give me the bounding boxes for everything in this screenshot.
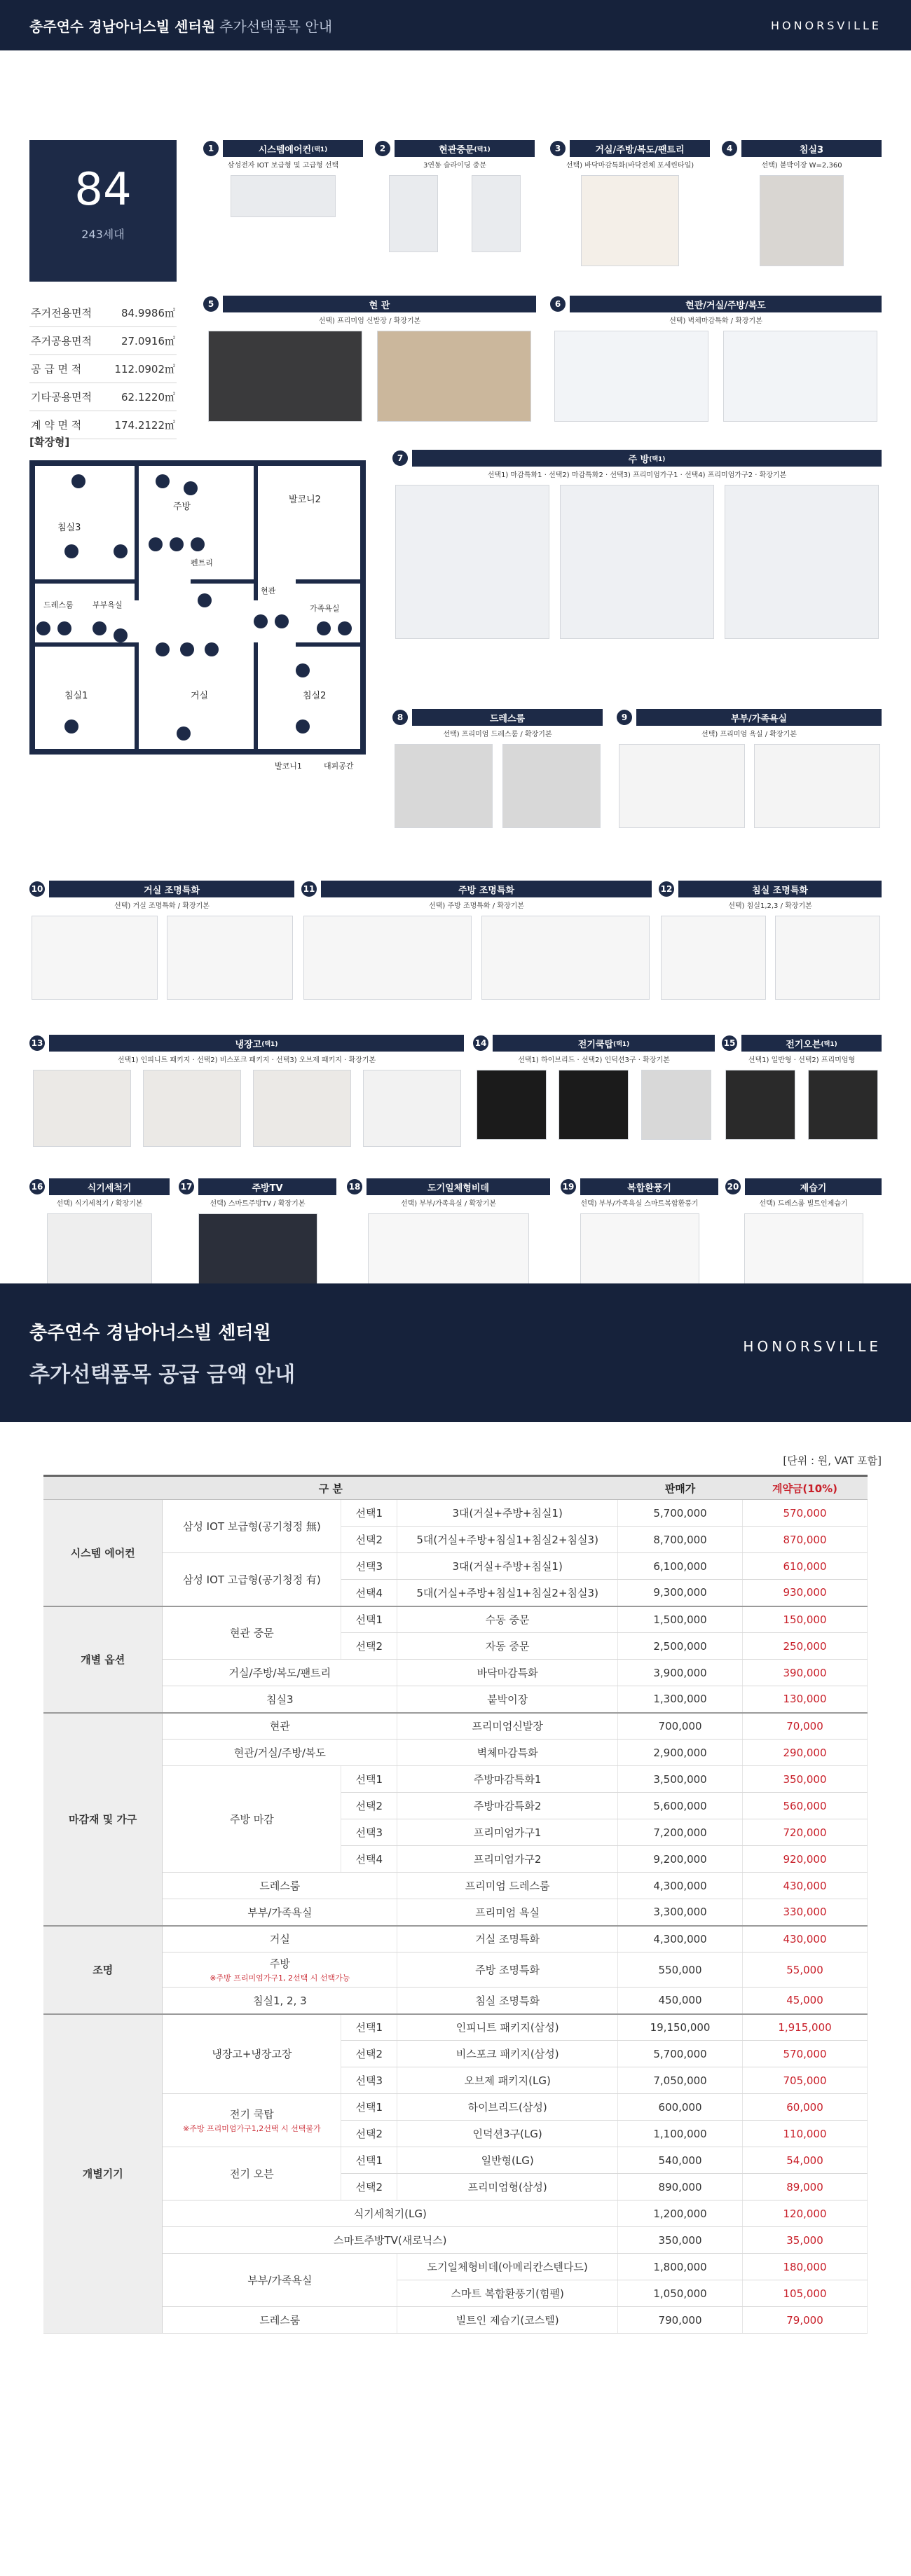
table-row: 드레스룸 빌트인 제습기(코스텔) 790,000 79,000 — [43, 2307, 868, 2334]
aircon-image — [231, 175, 336, 217]
panel-20: 20 제습기 선택) 드레스룸 빌트인제습기 — [725, 1178, 882, 1290]
price-unit: [단위 : 원, VAT 포함] — [783, 1454, 882, 1467]
svg-text:대피공간: 대피공간 — [324, 762, 354, 771]
table-row: 부부/가족욕실 프리미엄 욕실 3,300,000 330,000 — [43, 1899, 868, 1926]
price-table — [43, 1475, 868, 2334]
table-row: 시스템 에어컨 삼성 IOT 보급형(공기청정 無) 선택1 3대(거실+주방+침실1) 5,700,000 570,000 — [43, 1500, 868, 1527]
col-deposit: 계약금(10%) — [743, 1476, 868, 1500]
area-row: 기타공용면적 62.1220㎡ — [29, 383, 177, 411]
plan-room: 침실3 — [57, 523, 81, 533]
table-row: 주방 ※주방 프리미엄가구1, 2선택 시 선택가능 주방 조명특화 550,000 55,000 — [43, 1952, 868, 1988]
panel-16: 16 식기세척기 선택) 식기세척기 / 확장기본 — [29, 1178, 170, 1290]
floor-plan-label: [확장형] — [29, 436, 70, 448]
fridge-image — [363, 1070, 461, 1147]
area-row: 계 약 면 적 174.2122㎡ — [29, 411, 177, 439]
col-category: 구 분 — [43, 1476, 618, 1500]
table-row: 개별 옵션 현관 중문 선택1 수동 중문 1,500,000 150,000 — [43, 1606, 868, 1633]
bathroom-image — [619, 744, 745, 828]
tv-image — [198, 1213, 317, 1290]
panel-10: 10 거실 조명특화 선택) 거실 조명특화 / 확장기본 — [29, 881, 294, 1000]
svg-text:침실1: 침실1 — [64, 691, 88, 701]
oven-image — [808, 1070, 878, 1140]
panel-11: 11 주방 조명특화 선택) 주방 조명특화 / 확장기본 — [301, 881, 652, 1000]
panel-7: 7 주 방 (택1) 선택1) 마감특화1 · 선택2) 마감특화2 · 선택3) 프리미엄가구1 · 선택4) 프리미엄가구2 · 확장기본 — [392, 450, 882, 639]
table-row: 주방 마감 선택1 주방마감특화1 3,500,000 350,000 — [43, 1766, 868, 1793]
lighting-image — [775, 916, 880, 1000]
svg-text:가족욕실: 가족욕실 — [310, 604, 340, 613]
svg-text:발코니1: 발코니1 — [275, 762, 302, 771]
table-row: 침실3 붙박이장 1,300,000 130,000 — [43, 1686, 868, 1713]
panel-12: 12 침실 조명특화 선택) 침실1,2,3 / 확장기본 — [659, 881, 882, 1000]
table-header-row — [43, 1476, 868, 1500]
panel-4: 4 침실3 선택) 붙박이장 W=2,360 — [722, 140, 882, 266]
svg-text:주방: 주방 — [173, 502, 191, 512]
table-row: 선택4 5대(거실+주방+침실1+침실2+침실3) 9,300,000 930,000 — [43, 1580, 868, 1606]
area-row: 공 급 면 적 112.0902㎡ — [29, 355, 177, 383]
price-header — [0, 1283, 911, 1422]
col-price: 판매가 — [618, 1476, 743, 1500]
panel-8: 8 드레스룸 선택) 프리미엄 드레스룸 / 확장기본 — [392, 709, 603, 828]
panel-13: 13 냉장고 (택1) 선택1) 인피니트 패키지 · 선택2) 비스포크 패키지 · 선택3) 오브제 패키지 · 확장기본 — [29, 1035, 464, 1147]
table-row: 마감재 및 가구 현관 프리미엄신발장 700,000 70,000 — [43, 1713, 868, 1740]
panel-9: 9 부부/가족욕실 선택) 프리미엄 욕실 / 확장기본 — [617, 709, 882, 828]
price-header-subtitle: 추가선택품목 공급 금액 안내 — [29, 1363, 296, 1387]
panel-6: 6 현관/거실/주방/복도 선택) 벽체마감특화 / 확장기본 — [550, 296, 882, 422]
panel-18: 18 도기일체형비데 선택) 부부/가족욕실 / 확장기본 — [347, 1178, 550, 1290]
cooktop-image — [641, 1070, 711, 1140]
panel-2: 2 현관중문 (택1) 3연동 슬라이딩 중문 — [375, 140, 535, 252]
svg-text:침실2: 침실2 — [303, 691, 327, 701]
kitchen-image — [395, 485, 549, 639]
kitchen-image — [725, 485, 879, 639]
table-row: 선택2 비스포크 패키지(삼성) 5,700,000 570,000 — [43, 2041, 868, 2067]
table-row: 선택2 자동 중문 2,500,000 250,000 — [43, 1633, 868, 1660]
dishwasher-image — [47, 1213, 152, 1290]
closet-image — [760, 175, 844, 266]
dressroom-image — [395, 744, 493, 828]
table-row: 전기 오븐 선택1 일반형(LG) 540,000 54,000 — [43, 2147, 868, 2174]
table-row: 스마트 복합환풍기(힘펠) 1,050,000 105,000 — [43, 2280, 868, 2307]
price-header-title: 충주연수 경남아너스빌 센터원 — [29, 1323, 271, 1344]
panel-14: 14 전기쿡탑 (택1) 선택1) 하이브리드 · 선택2) 인덕션3구 · 확장기본 — [473, 1035, 715, 1140]
bathroom-image — [754, 744, 880, 828]
table-row: 전기 쿡탑 ※주방 프리미엄가구1,2선택 시 선택불가 선택1 하이브리드(삼성) 600,000 60,000 — [43, 2094, 868, 2121]
svg-text:부부욕실: 부부욕실 — [93, 600, 123, 609]
shoe-cabinet-image — [208, 331, 362, 422]
header-title: 충주연수 경남아너스빌 센터원 — [29, 18, 216, 35]
table-row: 거실/주방/복도/팬트리 바닥마감특화 3,900,000 390,000 — [43, 1660, 868, 1686]
wall-finish-plan — [723, 331, 877, 422]
panel-5: 5 현 관 선택) 프리미엄 신발장 / 확장기본 — [203, 296, 536, 422]
lighting-image — [481, 916, 650, 1000]
fridge-image — [253, 1070, 351, 1147]
lighting-image — [167, 916, 293, 1000]
lighting-image — [303, 916, 472, 1000]
svg-text:펜트리: 펜트리 — [191, 558, 213, 567]
options-overview — [0, 50, 911, 1276]
table-row: 선택2 주방마감특화2 5,600,000 560,000 — [43, 1793, 868, 1819]
table-row: 조명 거실 거실 조명특화 4,300,000 430,000 — [43, 1926, 868, 1952]
table-row: 드레스룸 프리미엄 드레스룸 4,300,000 430,000 — [43, 1873, 868, 1899]
lighting-image — [661, 916, 766, 1000]
bidet-image — [368, 1213, 529, 1290]
panel-1: 1 시스템에어컨 (택1) 삼성전자 IOT 보급형 및 고급형 선택 — [203, 140, 363, 255]
door-image — [472, 175, 521, 252]
area-table — [29, 299, 177, 439]
unit-size: 84 — [74, 164, 132, 216]
table-row: 선택2 프리미엄형(삼성) 890,000 89,000 — [43, 2174, 868, 2200]
area-row: 주거공용면적 27.0916㎡ — [29, 327, 177, 355]
panel-3: 3 거실/주방/복도/팬트리 선택) 바닥마감특화(바닥전체 포세린타일) — [550, 140, 710, 266]
door-image — [389, 175, 438, 252]
fridge-image — [33, 1070, 131, 1147]
fan-image — [580, 1213, 699, 1290]
table-row: 개별기기 냉장고+냉장고장 선택1 인피니트 패키지(삼성) 19,150,000 1,915,000 — [43, 2014, 868, 2041]
svg-text:현관: 현관 — [261, 586, 276, 595]
table-row: 선택2 5대(거실+주방+침실1+침실2+침실3) 8,700,000 870,000 — [43, 1527, 868, 1553]
svg-text:발코니2: 발코니2 — [289, 495, 321, 505]
fridge-image — [143, 1070, 241, 1147]
svg-text:드레스룸: 드레스룸 — [43, 600, 74, 609]
lighting-image — [32, 916, 158, 1000]
top-header — [0, 0, 911, 50]
shoe-cabinet-image — [377, 331, 531, 422]
kitchen-image — [560, 485, 714, 639]
table-row: 선택2 인덕션3구(LG) 1,100,000 110,000 — [43, 2121, 868, 2147]
table-row: 침실1, 2, 3 침실 조명특화 450,000 45,000 — [43, 1988, 868, 2014]
panel-17: 17 주방TV 선택) 스마트주방TV / 확장기본 — [179, 1178, 336, 1290]
dehumidifier-image — [744, 1213, 863, 1290]
table-row: 선택4 프리미엄가구2 9,200,000 920,000 — [43, 1846, 868, 1873]
table-row: 선택3 프리미엄가구1 7,200,000 720,000 — [43, 1819, 868, 1846]
table-row: 현관/거실/주방/복도 벽체마감특화 2,900,000 290,000 — [43, 1740, 868, 1766]
oven-image — [725, 1070, 795, 1140]
table-row: 선택3 오브제 패키지(LG) 7,050,000 705,000 — [43, 2067, 868, 2094]
cooktop-image — [559, 1070, 629, 1140]
wall-finish-plan — [554, 331, 708, 422]
table-row: 스마트주방TV(새로닉스) 350,000 35,000 — [43, 2227, 868, 2254]
panel-15: 15 전기오븐 (택1) 선택1) 일반형 · 선택2) 프리미엄형 — [722, 1035, 882, 1140]
dressroom-image — [502, 744, 601, 828]
floor-plan — [29, 460, 366, 783]
table-row: 식기세척기(LG) 1,200,000 120,000 — [43, 2200, 868, 2227]
floor-finish-image — [581, 175, 679, 266]
panel-19: 19 복합환풍기 선택) 부부/가족욕실 스마트복합환풍기 — [561, 1178, 718, 1290]
area-row: 주거전용면적 84.9986㎡ — [29, 299, 177, 327]
unit-type-box — [29, 140, 177, 282]
header-subtitle: 추가선택품목 안내 — [219, 18, 333, 35]
cooktop-image — [477, 1070, 547, 1140]
brand-logo: HONORSVILLE — [743, 1338, 882, 1355]
unit-households: 243세대 — [81, 228, 125, 241]
brand-logo: HONORSVILLE — [770, 18, 882, 32]
table-row: 삼성 IOT 고급형(공기청정 有) 선택3 3대(거실+주방+침실1) 6,100,000 610,000 — [43, 1553, 868, 1580]
svg-text:거실: 거실 — [191, 691, 209, 701]
table-row: 부부/가족욕실 도기일체형비데(아메리칸스텐다드) 1,800,000 180,000 — [43, 2254, 868, 2280]
